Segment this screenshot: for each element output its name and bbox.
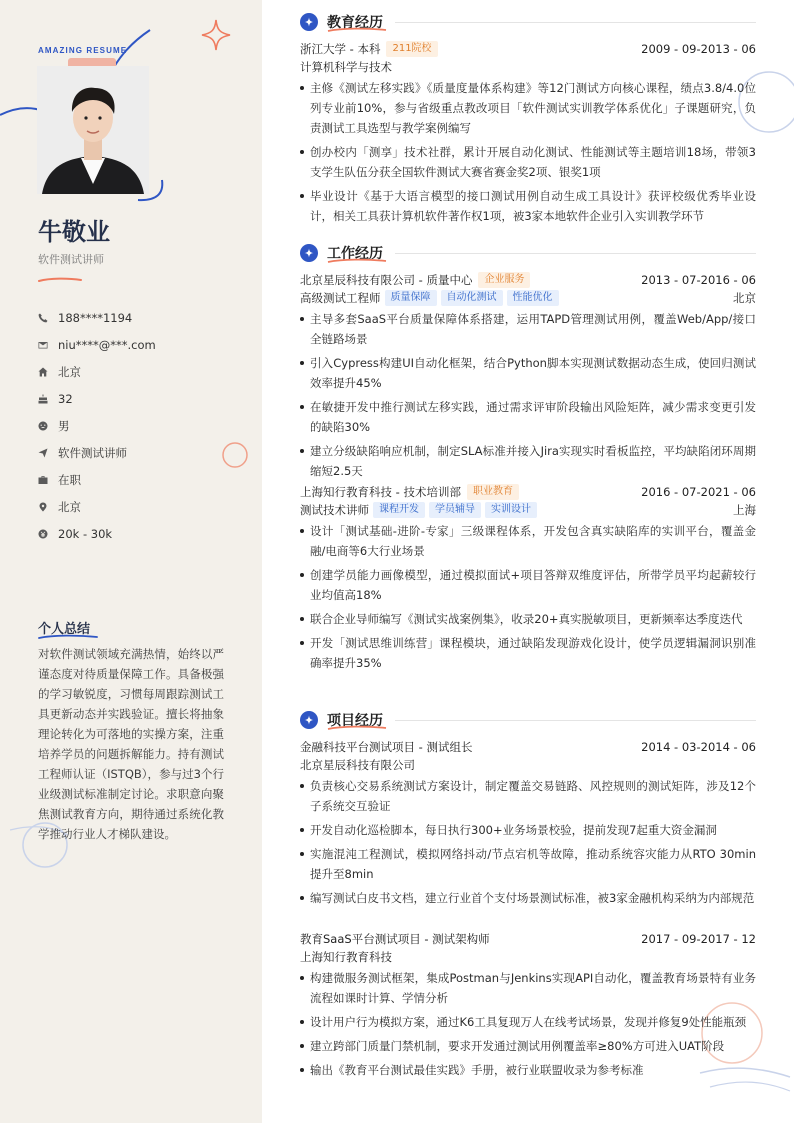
section-divider bbox=[395, 720, 756, 721]
project-item bbox=[300, 930, 756, 1084]
education-item bbox=[300, 40, 756, 230]
contact-list bbox=[38, 304, 156, 547]
face-icon bbox=[38, 419, 58, 433]
sparkle-icon bbox=[300, 13, 318, 31]
status-text: 在职 bbox=[58, 472, 81, 487]
skill-tag: 性能优化 bbox=[507, 290, 559, 306]
project-date: 2017 - 09-2017 - 12 bbox=[641, 932, 756, 946]
skill-tag: 自动化测试 bbox=[441, 290, 503, 306]
project-org: 上海知行教育科技 bbox=[300, 950, 392, 964]
major: 计算机科学与技术 bbox=[300, 60, 392, 74]
candidate-name: 牛敬业 bbox=[38, 218, 110, 246]
list-item: 引入Cypress构建UI自动化框架，结合Python脚本实现测试数据动态生成，使回归测试效率提升45% bbox=[300, 353, 756, 393]
project-date: 2014 - 03-2014 - 06 bbox=[641, 740, 756, 754]
work-bullets bbox=[300, 521, 756, 673]
summary-text: 对软件测试领域充满热情，始终以严谨态度对待质量保障工作。具备极强的学习敏锐度，习惯每周跟踪测试工具更新动态并实践验证。擅长将抽象理论转化为可落地的实操方案，注重培养学员的问题拆解能力。持有测试工程师认证（ISTQB），参与过3个行业级测试标准制定讨论。求职意向聚焦测试教育方向，期待通过系统化教学推动行业人才梯队建设。 bbox=[38, 647, 224, 841]
job-text: 软件测试讲师 bbox=[58, 445, 127, 460]
list-item: 创建学员能力画像模型，通过模拟面试+项目答辩双维度评估，所带学员平均起薪较行业均值高18% bbox=[300, 565, 756, 605]
role: 测试技术讲师 bbox=[300, 503, 369, 517]
salary-text: 20k - 30k bbox=[58, 526, 113, 541]
sparkle-icon bbox=[300, 244, 318, 262]
company-name: 北京星辰科技有限公司 - 质量中心 bbox=[300, 273, 473, 287]
section-divider bbox=[395, 253, 756, 254]
avatar bbox=[37, 66, 149, 194]
gender-text: 男 bbox=[58, 418, 70, 433]
list-item: 开发自动化巡检脚本，每日执行300+业务场景校验，提前发现7起重大资金漏洞 bbox=[300, 820, 756, 840]
phone-text: 188****1194 bbox=[58, 310, 133, 325]
sidebar bbox=[0, 0, 262, 1123]
section-title: 工作经历 bbox=[327, 243, 383, 263]
industry-tag: 职业教育 bbox=[467, 484, 519, 500]
resume-tagline: AMAZING RESUME bbox=[38, 46, 128, 55]
list-item: 建立分级缺陷响应机制，制定SLA标准并接入Jira实现实时看板监控，平均缺陷闭环周期缩短2.5天 bbox=[300, 441, 756, 481]
list-item: 创办校内「测享」技术社群，累计开展自动化测试、性能测试等主题培训18场，带领3支学生队伍分获全国软件测试大赛省赛金奖2项、银奖1项 bbox=[300, 142, 756, 182]
projects-section-header bbox=[300, 710, 756, 730]
sparkle-icon bbox=[200, 18, 232, 52]
summary-heading: 个人总结 bbox=[38, 622, 91, 637]
location-text: 北京 bbox=[58, 499, 81, 514]
list-item: 建立跨部门质量门禁机制，要求开发通过测试用例覆盖率≥80%方可进入UAT阶段 bbox=[300, 1036, 756, 1056]
contact-location bbox=[38, 493, 156, 520]
project-name: 教育SaaS平台测试项目 - 测试架构师 bbox=[300, 932, 490, 946]
decorative-circle bbox=[220, 440, 250, 470]
project-name: 金融科技平台测试项目 - 测试组长 bbox=[300, 740, 473, 754]
age-text: 32 bbox=[58, 391, 73, 406]
section-title: 项目经历 bbox=[327, 710, 383, 730]
send-icon bbox=[38, 446, 58, 460]
contact-job bbox=[38, 439, 156, 466]
project-bullets bbox=[300, 776, 756, 908]
work-date: 2016 - 07-2021 - 06 bbox=[641, 485, 756, 499]
mail-icon bbox=[38, 338, 58, 352]
contact-phone bbox=[38, 304, 156, 331]
list-item: 在敏捷开发中推行测试左移实践，通过需求评审阶段输出风险矩阵，减少需求变更引发的缺陷30% bbox=[300, 397, 756, 437]
company-name: 上海知行教育科技 - 技术培训部 bbox=[300, 485, 461, 499]
contact-gender bbox=[38, 412, 156, 439]
role: 高级测试工程师 bbox=[300, 291, 381, 305]
list-item: 实施混沌工程测试，模拟网络抖动/节点宕机等故障，推动系统容灾能力从RTO 30min提升至8min bbox=[300, 844, 756, 884]
education-date: 2009 - 09-2013 - 06 bbox=[641, 42, 756, 56]
cake-icon bbox=[38, 392, 58, 406]
list-item: 主导多套SaaS平台质量保障体系搭建，运用TAPD管理测试用例，覆盖Web/App/接口全链路场景 bbox=[300, 309, 756, 349]
skill-tag: 课程开发 bbox=[373, 502, 425, 518]
work-item bbox=[300, 271, 756, 485]
sparkle-icon bbox=[300, 711, 318, 729]
education-bullets bbox=[300, 78, 756, 226]
contact-status bbox=[38, 466, 156, 493]
list-item: 构建微服务测试框架，集成Postman与Jenkins实现API自动化，覆盖教育场景特有业务流程如课时计算、学情分析 bbox=[300, 968, 756, 1008]
section-divider bbox=[395, 22, 756, 23]
list-item: 主修《测试左移实践》《质量度量体系构建》等12门测试方向核心课程，绩点3.8/4.0位列专业前10%，参与省级重点教改项目「软件测试实训教学体系优化」子课题研究，负责测试工具选型与教学案例编写 bbox=[300, 78, 756, 138]
work-city: 北京 bbox=[733, 291, 756, 305]
industry-tag: 企业服务 bbox=[478, 272, 530, 288]
skill-tag: 学员辅导 bbox=[429, 502, 481, 518]
candidate-title: 软件测试讲师 bbox=[38, 253, 104, 266]
education-section-header bbox=[300, 12, 756, 32]
school-tag: 211院校 bbox=[386, 41, 437, 57]
work-bullets bbox=[300, 309, 756, 481]
list-item: 设计用户行为模拟方案，通过K6工具复现万人在线考试场景，发现并修复9处性能瓶颈 bbox=[300, 1012, 756, 1032]
location-icon bbox=[38, 500, 58, 514]
home-icon bbox=[38, 365, 58, 379]
school-name: 浙江大学 - 本科 bbox=[300, 42, 381, 56]
list-item: 编写测试白皮书文档，建立行业首个支付场景测试标准，被3家金融机构采纳为内部规范 bbox=[300, 888, 756, 908]
skill-tag: 实训设计 bbox=[485, 502, 537, 518]
email-text: niu****@***.com bbox=[58, 337, 156, 352]
contact-age bbox=[38, 385, 156, 412]
contact-email bbox=[38, 331, 156, 358]
list-item: 开发「测试思维训练营」课程模块，通过缺陷发现游戏化设计，使学员逻辑漏洞识别准确率提升35% bbox=[300, 633, 756, 673]
project-org: 北京星辰科技有限公司 bbox=[300, 758, 415, 772]
work-city: 上海 bbox=[733, 503, 756, 517]
project-bullets bbox=[300, 968, 756, 1080]
work-date: 2013 - 07-2016 - 06 bbox=[641, 273, 756, 287]
contact-home bbox=[38, 358, 156, 385]
list-item: 设计「测试基础-进阶-专家」三级课程体系，开发包含真实缺陷库的实训平台，覆盖金融/电商等6大行业场景 bbox=[300, 521, 756, 561]
phone-icon bbox=[38, 311, 58, 325]
list-item: 输出《教育平台测试最佳实践》手册，被行业联盟收录为参考标准 bbox=[300, 1060, 756, 1080]
title-underline bbox=[38, 277, 82, 283]
project-item bbox=[300, 738, 756, 912]
contact-salary bbox=[38, 520, 156, 547]
summary-underline bbox=[38, 634, 98, 640]
list-item: 负责核心交易系统测试方案设计，制定覆盖交易链路、风控规则的测试矩阵，涉及12个子系统交互验证 bbox=[300, 776, 756, 816]
section-title: 教育经历 bbox=[327, 12, 383, 32]
work-section-header bbox=[300, 243, 756, 263]
list-item: 毕业设计《基于大语言模型的接口测试用例自动生成工具设计》获评校级优秀毕业设计，相关工具获计算机软件著作权1项，被3家本地软件企业引入实训教学环节 bbox=[300, 186, 756, 226]
skill-tag: 质量保障 bbox=[385, 290, 437, 306]
salary-icon bbox=[38, 527, 58, 541]
briefcase-icon bbox=[38, 473, 58, 487]
home-text: 北京 bbox=[58, 364, 81, 379]
work-item bbox=[300, 483, 756, 677]
list-item: 联合企业导师编写《测试实战案例集》，收录20+真实脱敏项目，更新频率达季度迭代 bbox=[300, 609, 756, 629]
